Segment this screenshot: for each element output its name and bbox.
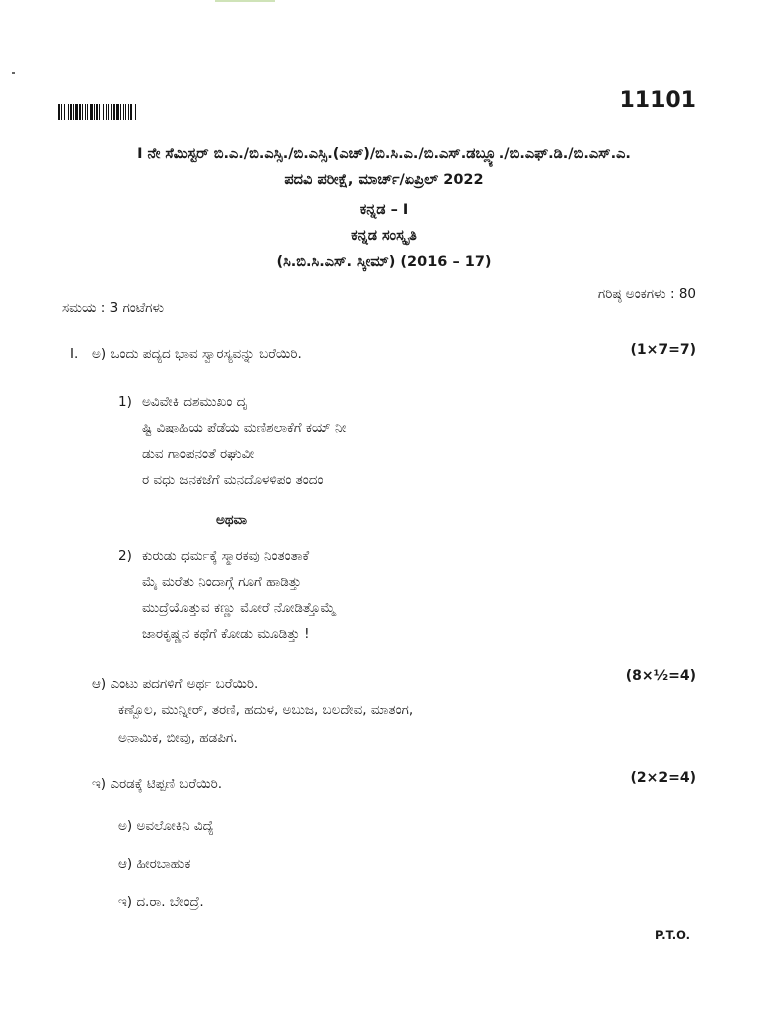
max-marks: ಗರಿಷ್ಠ ಅಂಕಗಳು : 80 <box>597 286 696 302</box>
poem-1-line: ಅವಿವೇಕಿ ದಶಮುಖಂ ದೃ <box>142 394 248 410</box>
exam-header-line2: ಪದವಿ ಪರೀಕ್ಷೆ, ಮಾರ್ಚ್/ಏಪ್ರಿಲ್ 2022 <box>284 172 484 188</box>
scan-speck <box>12 72 15 74</box>
or-separator: ಅಥವಾ <box>216 512 248 528</box>
exam-header-line1: I ನೇ ಸೆಮಿಸ್ಟರ್ ಬಿ.ಎ./ಬಿ.ಎಸ್ಸಿ./ಬಿ.ಎಸ್ಸಿ.(ಎಚ್)/ಬಿ.ಸಿ.ಎ./ಬಿ.ಎಸ್.ಡಬ್ಲ್ಯೂ./ಬಿ.ಎಫ್.ಡಿ./ಬಿ.ಎಸ್.ಎ. <box>137 146 631 162</box>
scheme-title: (ಸಿ.ಬಿ.ಸಿ.ಎಸ್. ಸ್ಕೀಮ್) (2016 – 17) <box>276 254 492 270</box>
poem-1-line: ಡುವ ಗಾಂಪನಂತೆ ರಘುವೀ <box>142 446 255 462</box>
note-item: ಆ) ಹೀರಬಾಹುಕ <box>118 856 191 872</box>
poem-2-line: ಮೈ ಮರೆತು ನಿಂದಾಗ್ಗೆ ಗೂಗೆ ಹಾಡಿತ್ತು <box>142 574 302 590</box>
pto-label: P.T.O. <box>654 928 690 942</box>
paper-title: ಕನ್ನಡ ಸಂಸ್ಕೃತಿ <box>351 228 417 244</box>
question-b-marks: (8×½=4) <box>625 668 696 684</box>
poem-2-line: ಜಾರಕೃಷ್ಣನ ಕಥೆಗೆ ಕೋಡು ಮೂಡಿತ್ತು ! <box>142 626 310 642</box>
time-allowed: ಸಮಯ : 3 ಗಂಟೆಗಳು <box>62 300 165 316</box>
question-b-words: ಕಣ್ಬೊಲ, ಮುನ್ನೀರ್, ತರಣಿ, ಹದುಳ, ಅಬುಜ, ಬಲದೇವ, ಮಾತಂಗ, <box>118 702 414 718</box>
question-c-marks: (2×2=4) <box>630 770 696 786</box>
barcode <box>58 104 218 120</box>
paper-code: 11101 <box>619 88 696 113</box>
note-item: ಅ) ಅವಲೋಕಿನಿ ವಿದ್ಯೆ <box>118 818 214 834</box>
note-item: ಇ) ದ.ರಾ. ಬೇಂದ್ರೆ. <box>118 894 204 910</box>
poem-1-line: ರ ವಧು ಜನಕಜೆಗೆ ಮನದೊಳಳಿಪಂ ತಂದಂ <box>142 472 324 488</box>
subject-title: ಕನ್ನಡ – I <box>359 202 409 218</box>
poem-2-line: ಮುದ್ರೆಯೊತ್ತುವ ಕಣ್ಣು ಮೋರೆ ನೋಡಿತ್ತೊಮ್ಮೆ <box>142 600 336 616</box>
question-c-text: ಇ) ಎರಡಕ್ಕೆ ಟಿಪ್ಪಣಿ ಬರೆಯಿರಿ. <box>92 776 223 792</box>
question-b-words: ಅನಾಮಿಕ, ಬೀವು, ಹಡಪಿಗ. <box>118 730 238 746</box>
scan-mark <box>215 0 275 2</box>
question-a-marks: (1×7=7) <box>630 342 696 358</box>
question-a-text: ಅ) ಒಂದು ಪದ್ಯದ ಭಾವ ಸ್ವಾರಸ್ಯವನ್ನು ಬರೆಯಿರಿ. <box>92 346 302 362</box>
question-number: I. <box>70 346 79 362</box>
question-b-text: ಆ) ಎಂಟು ಪದಗಳಿಗೆ ಅರ್ಥ ಬರೆಯಿರಿ. <box>92 676 259 692</box>
poem-2-line: ಕುರುಡು ಧರ್ಮಕ್ಕೆ ಸ್ಮಾರಕವು ನಿಂತಂತಾಕೆ <box>142 548 310 564</box>
poem-2-number: 2) <box>118 548 132 564</box>
poem-1-number: 1) <box>118 394 132 410</box>
poem-1-line: ಷ್ಟಿ ವಿಷಾಹಿಯ ಪೆಡೆಯ ಮಣಿಶಲಾಕೆಗೆ ಕಯ್ ನೀ <box>142 420 347 436</box>
